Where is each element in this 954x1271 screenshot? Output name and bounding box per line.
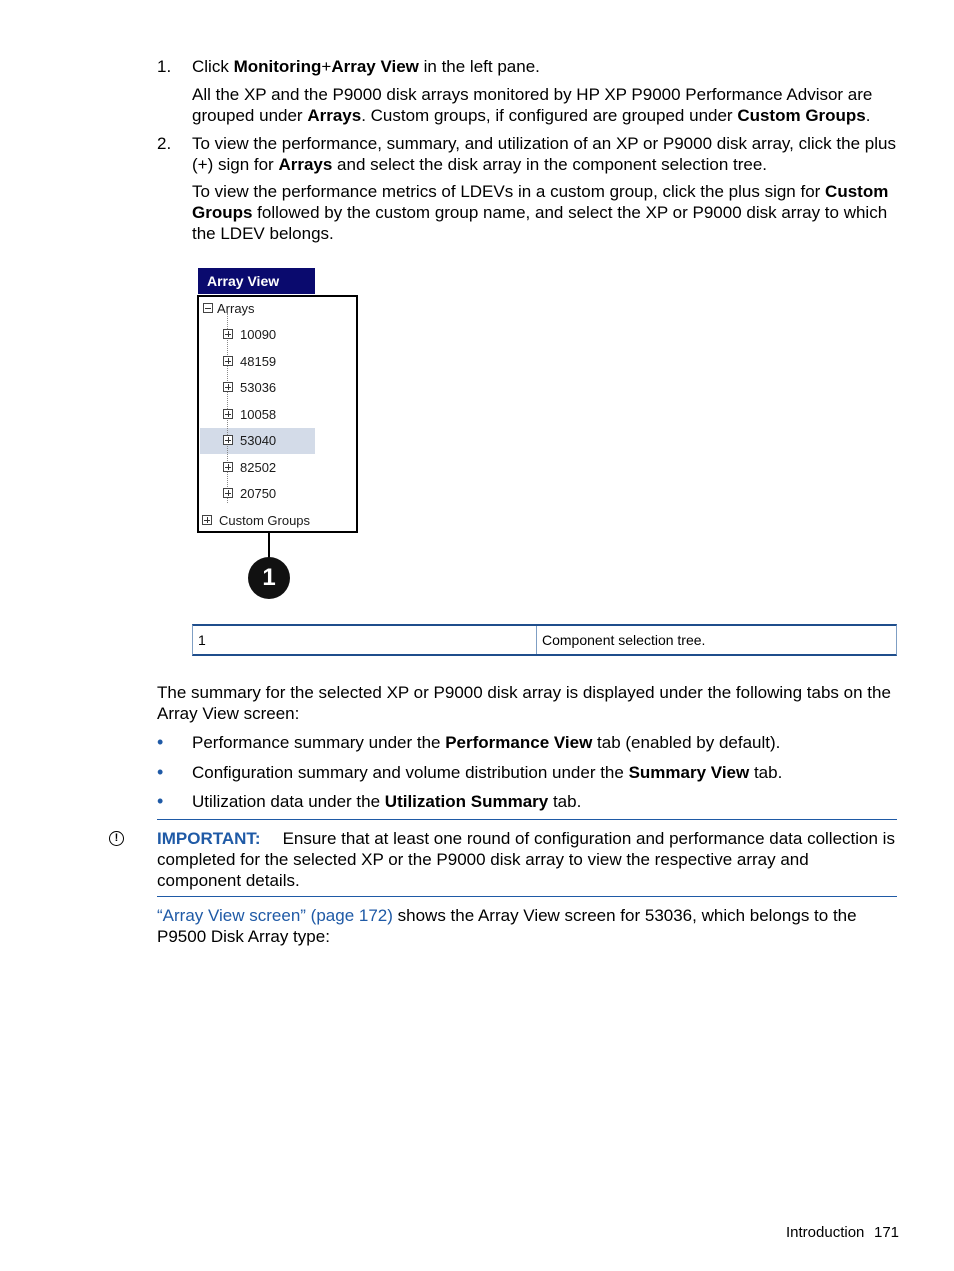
important-bottom-rule xyxy=(157,896,897,897)
bullet-item: Configuration summary and volume distribution under the Summary View tab. xyxy=(192,763,783,782)
closing-paragraph: “Array View screen” (page 172) shows the Array View screen for 53036, which belongs to the P9500 Disk Array type: xyxy=(157,906,857,946)
step-2-text: To view the performance, summary, and utilization of an XP or P9000 disk array, click the plus (+) sign for Arrays and select the disk array in the component selection tree. xyxy=(192,134,896,174)
step-1-text: Click Monitoring+Array View in the left pane. xyxy=(192,57,540,76)
bullet-icon: • xyxy=(157,791,164,811)
array-view-header[interactable]: Array View xyxy=(198,268,315,294)
expand-icon[interactable] xyxy=(223,462,233,472)
expand-icon[interactable] xyxy=(223,329,233,339)
callout-leader-line xyxy=(268,533,270,559)
page-number: 171 xyxy=(874,1224,900,1241)
component-selection-tree xyxy=(197,295,358,533)
callout-number: 1 xyxy=(248,557,290,599)
expand-icon[interactable] xyxy=(202,515,212,525)
expand-icon[interactable] xyxy=(223,382,233,392)
important-icon: ! xyxy=(109,831,124,846)
bullet-icon: • xyxy=(157,762,164,782)
expand-icon[interactable] xyxy=(223,356,233,366)
expand-icon[interactable] xyxy=(223,435,233,445)
legend-number: 1 xyxy=(193,626,537,654)
bullet-item: Performance summary under the Performance View tab (enabled by default). xyxy=(192,733,781,752)
expand-icon[interactable] xyxy=(223,409,233,419)
important-note: IMPORTANT: Ensure that at least one round of configuration and performance data collection is completed for the selected XP or the P9000 disk array to view the respective array and component details. xyxy=(157,829,895,890)
important-top-rule xyxy=(157,819,897,820)
callout-legend-table xyxy=(192,624,897,656)
step-number: 2. xyxy=(157,134,172,153)
array-view-screen-link[interactable]: “Array View screen” (page 172) xyxy=(157,906,393,925)
bullet-item: Utilization data under the Utilization Summary tab. xyxy=(192,792,582,811)
legend-description: Component selection tree. xyxy=(542,632,706,648)
step-number: 1. xyxy=(157,57,172,76)
step-1-detail: All the XP and the P9000 disk arrays monitored by HP XP P9000 Performance Advisor are grouped under Arrays. Custom groups, if configured are grouped under Custom Groups. xyxy=(192,85,873,125)
footer-section: Introduction xyxy=(786,1224,865,1241)
tree-connector xyxy=(227,313,228,503)
summary-intro: The summary for the selected XP or P9000 disk array is displayed under the following tabs on the Array View screen: xyxy=(157,683,891,723)
bullet-icon: • xyxy=(157,732,164,752)
step-2-detail: To view the performance metrics of LDEVs in a custom group, click the plus sign for Custom Groups followed by the custom group name, and select the XP or P9000 disk array to which the LDEV belongs. xyxy=(192,182,889,243)
collapse-icon[interactable] xyxy=(203,303,213,313)
expand-icon[interactable] xyxy=(223,488,233,498)
